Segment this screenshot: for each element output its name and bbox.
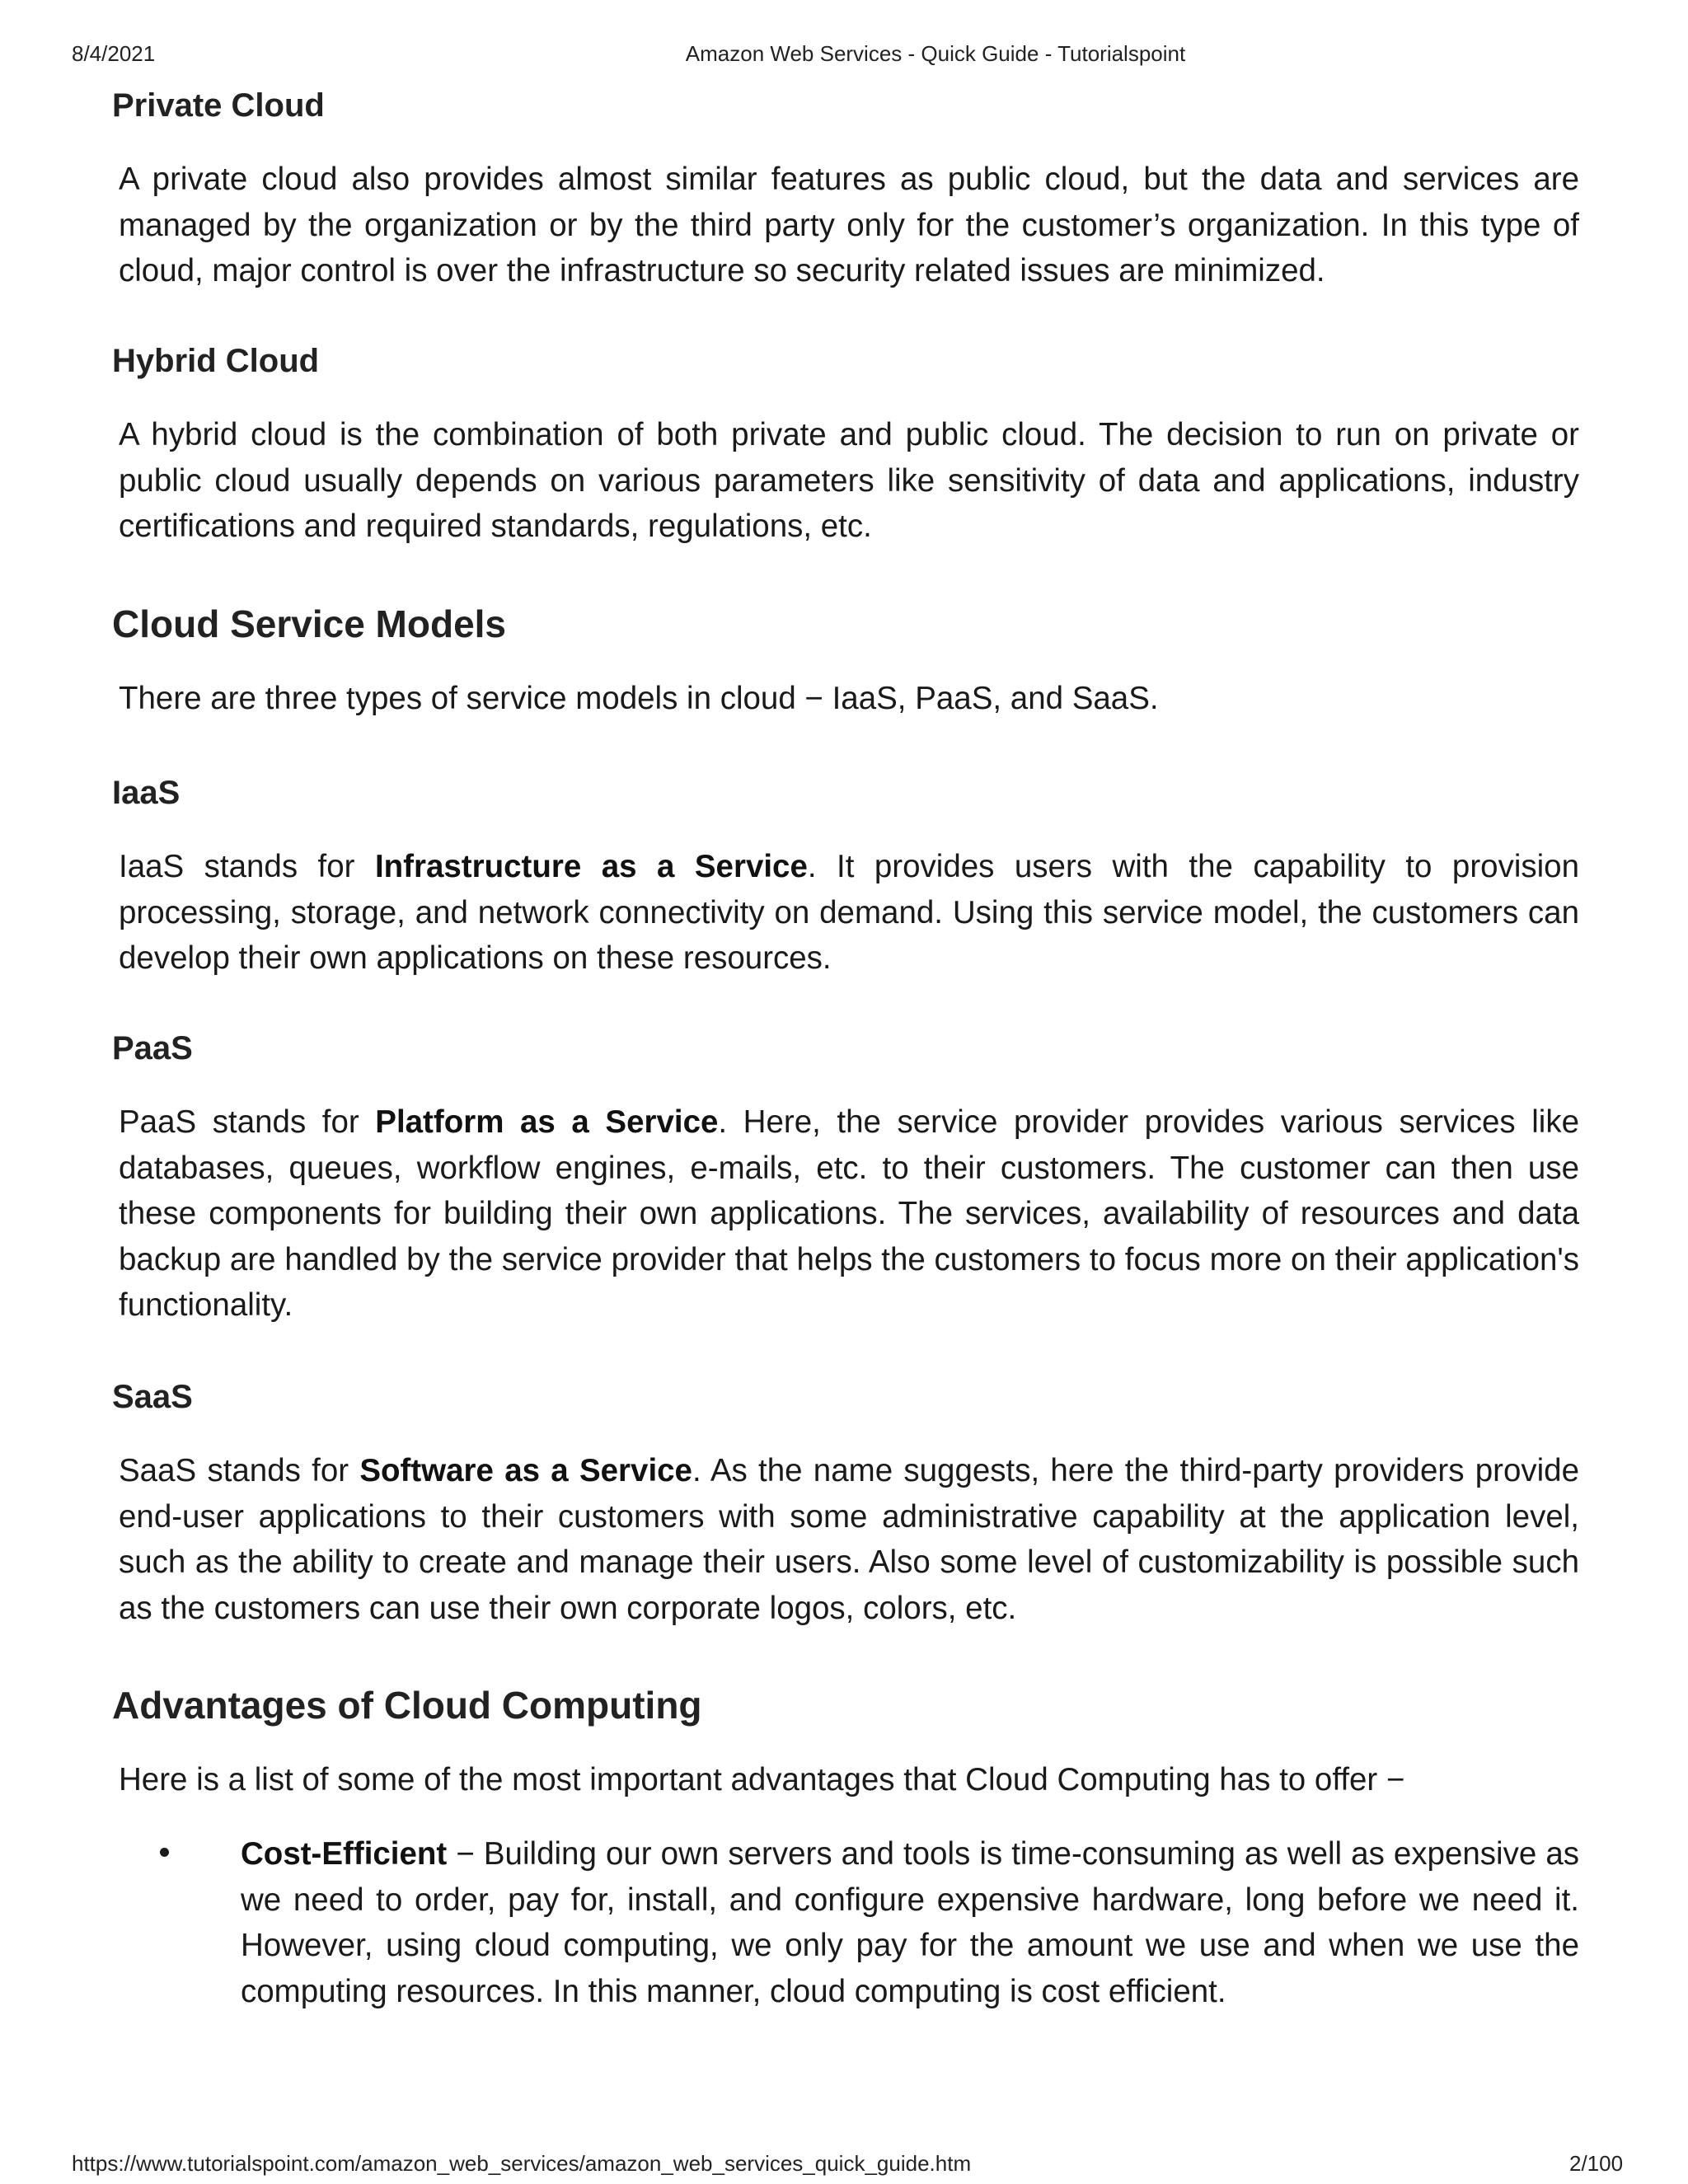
service-models-intro: There are three types of service models in cloud − IaaS, PaaS, and SaaS. <box>119 681 1159 716</box>
iaas-paragraph: IaaS stands for Infrastructure as a Service. It provides users with the capability to provision processing, storage, and network connectivity on demand. Using this service model, the customers can develop their own applications on these resources. <box>119 849 1579 976</box>
advantages-intro: Here is a list of some of the most important advantages that Cloud Computing has to offer − <box>119 1762 1405 1797</box>
private-cloud-paragraph: A private cloud also provides almost similar features as public cloud, but the data and services are managed by the organization or by the third party only for the customer’s organization. In this type of cloud, major control is over the infrastructure so security related issues are minimized. <box>119 162 1579 288</box>
paas-heading: PaaS <box>112 1030 193 1066</box>
list-item-term: Cost-Efficient <box>241 1836 448 1872</box>
paas-paragraph: PaaS stands for Platform as a Service. Here, the service provider provides various services like databases, queues, workflow engines, e-mails, etc. to their customers. The customer can then use these components for building their own applications. The services, availability of resources and data backup are handled by the service provider that helps the customers to focus more on their application's functionality. <box>119 1104 1579 1323</box>
private-cloud-heading: Private Cloud <box>112 87 325 124</box>
hybrid-cloud-heading: Hybrid Cloud <box>112 343 320 379</box>
print-header <box>0 41 1688 71</box>
print-page-title: Amazon Web Services - Quick Guide - Tutorialspoint <box>685 41 1186 66</box>
print-date: 8/4/2021 <box>72 41 156 66</box>
hybrid-cloud-paragraph: A hybrid cloud is the combination of both private and public cloud. The decision to run on private or public cloud usually depends on various parameters like sensitivity of data and applications, industry certifications and required standards, regulations, etc. <box>119 417 1579 544</box>
page-number: 2/100 <box>1569 2151 1624 2176</box>
iaas-term: Infrastructure as a Service <box>374 849 808 884</box>
iaas-heading: IaaS <box>112 775 181 811</box>
saas-paragraph: SaaS stands for Software as a Service. As the name suggests, here the third-party providers provide end-user applications to their customers with some administrative capability at the application level, such as the ability to create and manage their users. Also some level of customizability is possible such as the customers can use their own corporate logos, colors, etc. <box>119 1453 1579 1626</box>
bullet-icon <box>160 1848 169 1857</box>
saas-heading: SaaS <box>112 1379 193 1415</box>
advantages-heading: Advantages of Cloud Computing <box>112 1684 702 1727</box>
service-models-heading: Cloud Service Models <box>112 602 507 645</box>
paas-term: Platform as a Service <box>375 1104 719 1140</box>
saas-term: Software as a Service <box>359 1453 692 1488</box>
list-item-text: Cost-Efficient − Building our own servers and tools is time-consuming as well as expensive as we need to order, pay for, install, and configure expensive hardware, long before we need it. However, using cloud computing, we only pay for the amount we use and when we use the computing resources. In this manner, cloud computing is cost efficient. <box>241 1836 1579 2009</box>
print-url: https://www.tutorialspoint.com/amazon_web_services/amazon_web_services_quick_guide.htm <box>72 2151 972 2176</box>
